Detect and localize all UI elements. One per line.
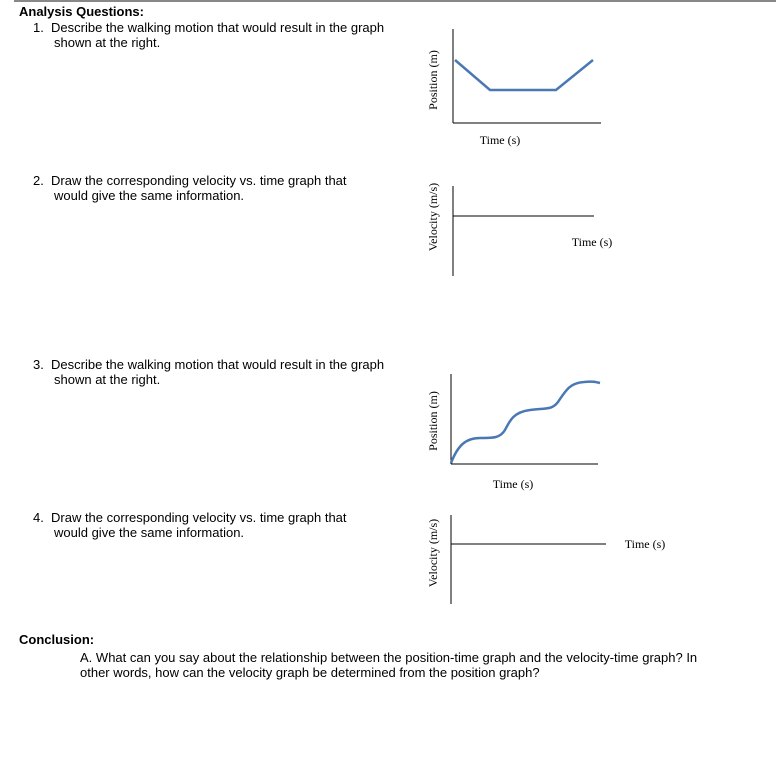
conclusion-text-cont: other words, how can the velocity graph be determined from the position graph?: [80, 665, 540, 680]
section-heading: Analysis Questions:: [19, 4, 144, 19]
question-text: Describe the walking motion that would result in the graph: [51, 357, 385, 372]
graph-1: [426, 29, 601, 147]
position-curve: [451, 382, 600, 463]
y-axis-label: Position (m): [426, 50, 440, 110]
question-number: 4.: [33, 510, 44, 525]
x-axis-label: Time (s): [479, 133, 521, 147]
graph-2: [426, 183, 612, 276]
question-text-cont: would give the same information.: [54, 188, 245, 203]
question-text-cont: shown at the right.: [54, 372, 161, 387]
y-axis-label: Velocity (m/s): [426, 182, 440, 252]
conclusion-heading: Conclusion:: [19, 632, 95, 647]
question-number: 1.: [33, 20, 44, 35]
conclusion-text: What can you say about the relationship between the position-time graph and the velocity-time graph? In: [95, 650, 698, 665]
y-axis-label: Velocity (m/s): [426, 518, 440, 588]
conclusion-question: [80, 650, 740, 680]
question-text: Draw the corresponding velocity vs. time graph that: [51, 173, 347, 188]
question-text: Describe the walking motion that would result in the graph: [51, 20, 385, 35]
question-text-cont: shown at the right.: [54, 35, 161, 50]
question-text: Draw the corresponding velocity vs. time graph that: [51, 510, 347, 525]
y-axis-label: Position (m): [426, 391, 440, 451]
conclusion-label: A.: [80, 650, 93, 665]
position-curve: [455, 60, 593, 90]
graph-3: [426, 374, 600, 491]
x-axis-label: Time (s): [624, 537, 666, 551]
x-axis-label: Time (s): [492, 477, 534, 491]
question-number: 2.: [33, 173, 44, 188]
graph-4: [426, 515, 665, 604]
x-axis-label: Time (s): [571, 235, 613, 249]
question-text-cont: would give the same information.: [54, 525, 245, 540]
question-number: 3.: [33, 357, 44, 372]
